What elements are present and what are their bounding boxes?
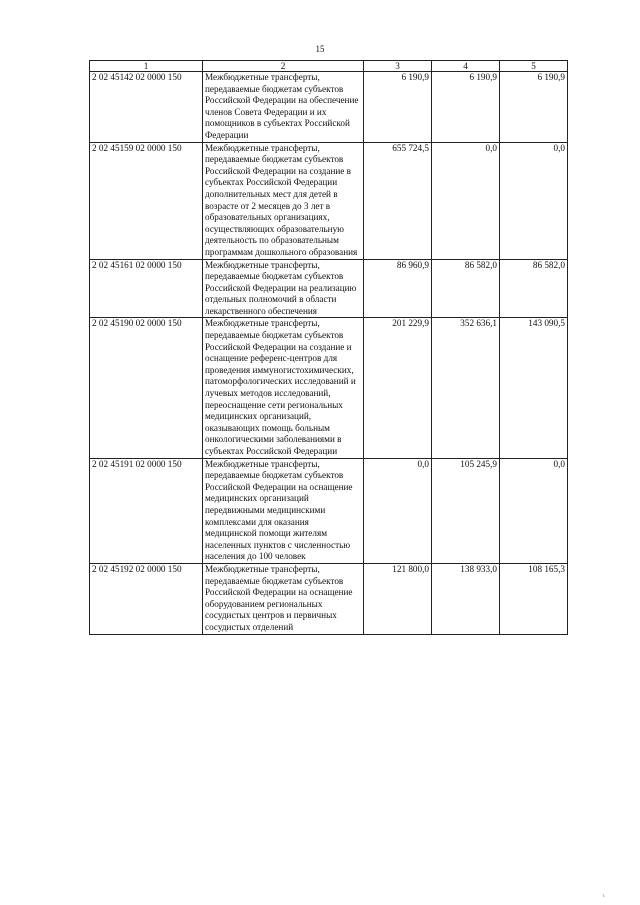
transfer-name: Межбюджетные трансферты, передаваемые бюджетам субъектов Российской Федерации на оснащение оборудованием региональных сосудистых центров и первичных сосудистых отделений xyxy=(203,563,364,634)
scan-mark: ı xyxy=(603,893,605,899)
amount-col4: 352 636,1 xyxy=(432,318,500,458)
budget-code: 2 02 45142 02 0000 150 xyxy=(90,72,203,143)
transfer-name: Межбюджетные трансферты, передаваемые бюджетам субъектов Российской Федерации на обеспечение членов Совета Федерации и их помощников в субъектах Российской Федерации xyxy=(203,72,364,143)
table-row xyxy=(90,72,568,143)
budget-code: 2 02 45161 02 0000 150 xyxy=(90,259,203,318)
amount-col3: 6 190,9 xyxy=(364,72,432,143)
budget-code: 2 02 45190 02 0000 150 xyxy=(90,318,203,458)
amount-col5: 6 190,9 xyxy=(500,72,568,143)
table-row xyxy=(90,259,568,318)
transfer-name: Межбюджетные трансферты, передаваемые бюджетам субъектов Российской Федерации на оснащение медицинских организаций передвижными медицинскими комплексами для оказания медицинской помощи жителям населенных пунктов с численностью населения до 100 человек xyxy=(203,458,364,563)
column-header-1: 1 xyxy=(90,61,203,72)
table-row xyxy=(90,563,568,634)
column-header-4: 4 xyxy=(432,61,500,72)
budget-code: 2 02 45159 02 0000 150 xyxy=(90,142,203,259)
budget-table xyxy=(89,60,568,635)
budget-code: 2 02 45192 02 0000 150 xyxy=(90,563,203,634)
column-number-row xyxy=(90,61,568,72)
amount-col3: 0,0 xyxy=(364,458,432,563)
amount-col3: 121 800,0 xyxy=(364,563,432,634)
amount-col5: 86 582,0 xyxy=(500,259,568,318)
transfer-name: Межбюджетные трансферты, передаваемые бюджетам субъектов Российской Федерации на создание и оснащение референс-центров для проведения иммуногистохимических, патоморфологических исследований и лучевых методов исследований, переоснащение сети региональных медицинских организаций, оказывающих помощь больным онкологическими заболеваниями в субъектах Российской Федерации xyxy=(203,318,364,458)
amount-col4: 105 245,9 xyxy=(432,458,500,563)
page-number: 15 xyxy=(315,44,325,54)
budget-code: 2 02 45191 02 0000 150 xyxy=(90,458,203,563)
column-header-3: 3 xyxy=(364,61,432,72)
amount-col4: 86 582,0 xyxy=(432,259,500,318)
amount-col3: 201 229,9 xyxy=(364,318,432,458)
amount-col5: 108 165,3 xyxy=(500,563,568,634)
table-row xyxy=(90,142,568,259)
table-row xyxy=(90,318,568,458)
amount-col5: 143 090,5 xyxy=(500,318,568,458)
table-row xyxy=(90,458,568,563)
amount-col4: 138 933,0 xyxy=(432,563,500,634)
column-header-2: 2 xyxy=(203,61,364,72)
amount-col4: 6 190,9 xyxy=(432,72,500,143)
amount-col5: 0,0 xyxy=(500,142,568,259)
transfer-name: Межбюджетные трансферты, передаваемые бюджетам субъектов Российской Федерации на реализацию отдельных полномочий в области лекарственного обеспечения xyxy=(203,259,364,318)
amount-col4: 0,0 xyxy=(432,142,500,259)
amount-col5: 0,0 xyxy=(500,458,568,563)
transfer-name: Межбюджетные трансферты, передаваемые бюджетам субъектов Российской Федерации на создание в субъектах Российской Федерации дополнительных мест для детей в возрасте от 2 месяцев до 3 лет в образовательных организациях, осуществляющих образовательную деятельность по образовательным программам дошкольного образования xyxy=(203,142,364,259)
amount-col3: 86 960,9 xyxy=(364,259,432,318)
column-header-5: 5 xyxy=(500,61,568,72)
amount-col3: 655 724,5 xyxy=(364,142,432,259)
